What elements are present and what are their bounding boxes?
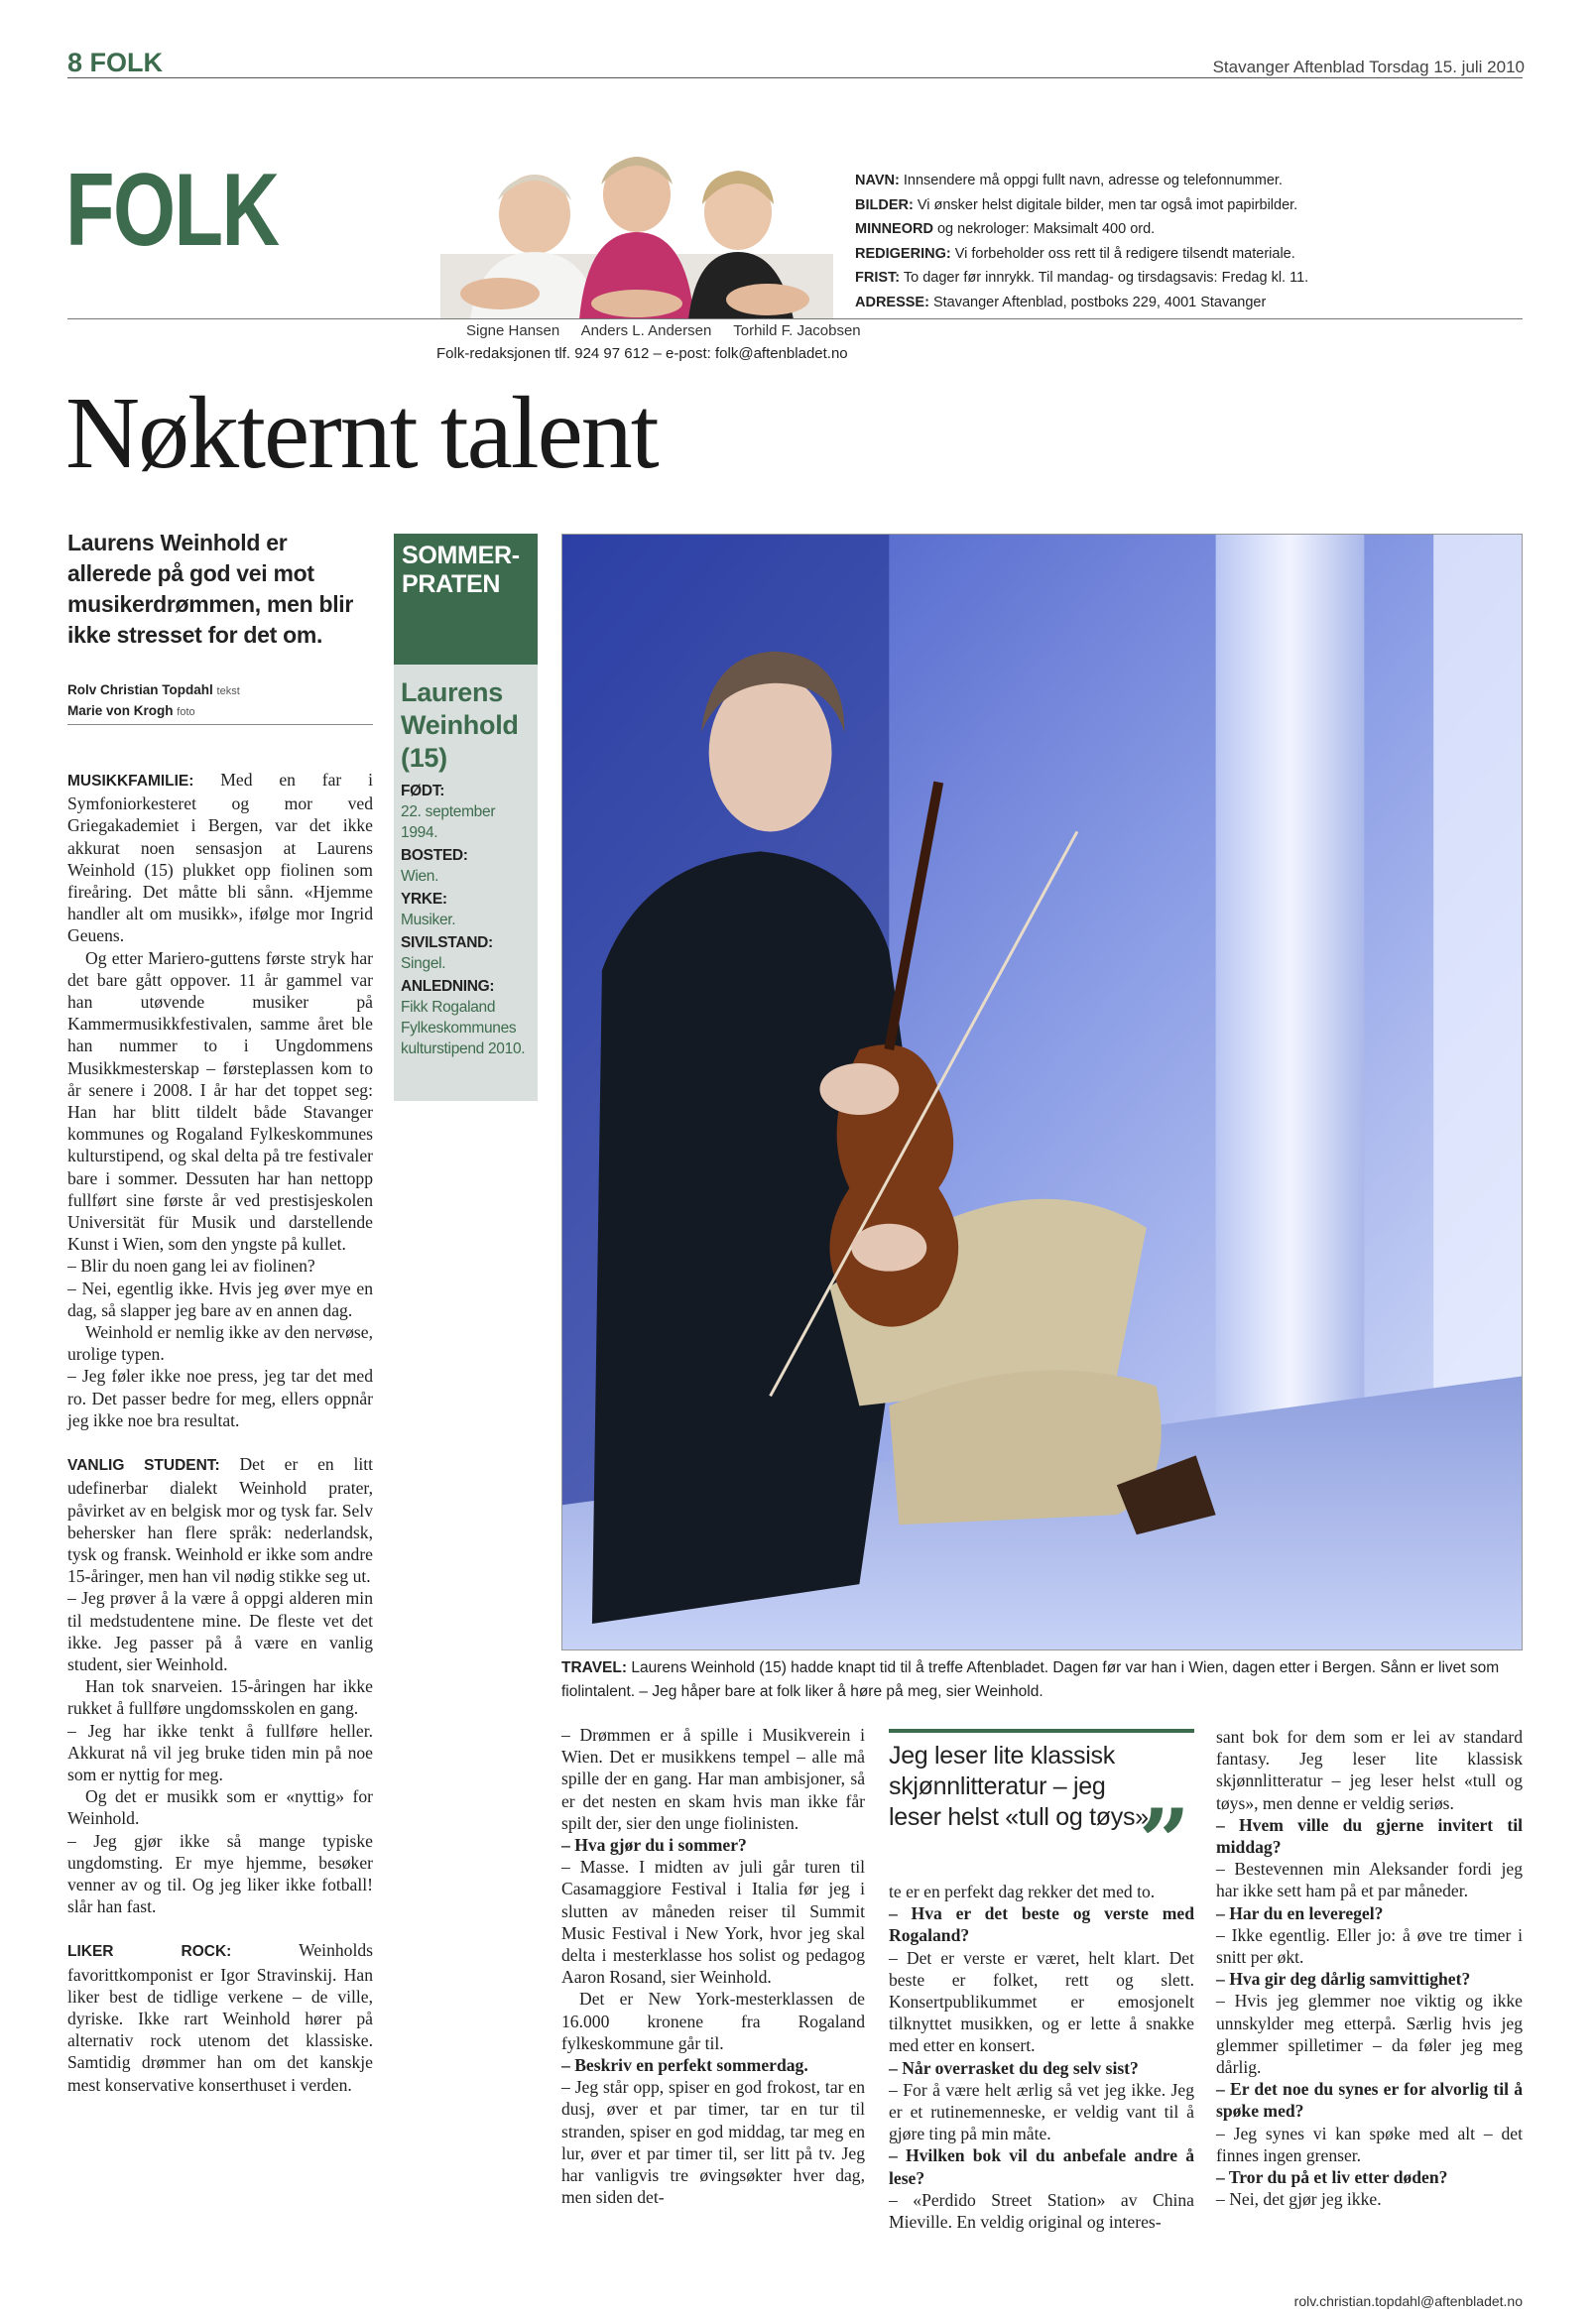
info-line: FRIST: To dager før innrykk. Til mandag- og tirsdagsavis: Fredag kl. 11. [855,270,1309,286]
section-rule [67,318,1523,319]
header-rule [67,77,1523,78]
article-headline: Nøkternt talent [65,376,658,490]
main-photo [561,534,1523,1650]
byline: Rolv Christian Topdahl tekst Marie von Krogh foto [67,682,240,718]
masthead: Stavanger Aftenblad Torsdag 15. juli 2010 [1212,58,1525,76]
section-logo: FOLK [65,153,279,268]
info-line: ADRESSE: Stavanger Aftenblad, postboks 229, 4001 Stavanger [855,294,1267,310]
staff-name: Torhild F. Jacobsen [733,322,861,339]
info-line: NAVN: Innsendere må oppgi fullt navn, adresse og telefonnummer. [855,173,1283,188]
author-email: rolv.christian.topdahl@aftenbladet.no [1293,2293,1523,2309]
photo-caption: TRAVEL: Laurens Weinhold (15) hadde knapt tid til å treffe Aftenbladet. Dagen før var han i Wien, dagen etter i Bergen. Sånn er livet som fiolintalent. – Jeg håper bare at folk liker å høre på meg, sier Weinhold. [561,1659,1500,1700]
staff-name: Signe Hansen [466,322,560,339]
page-label: 8 FOLK [67,48,164,77]
article-column-4: te er en perfekt dag rekker det med to. – Hva er det beste og verste med Rogaland? – Det er verste er været, helt klart. Det beste er folket, rett og slett. Konsertpublikummet er emosjonelt tilknyttet musikken, og er lette å snakke med etter en konsert. – Når overrasket du deg selv sist? – For å være helt ærlig så vet jeg ikke. Jeg er et rutinemenneske, er veldig vant til å gjøre ting på min måte. – Hvilken bok vil du anbefale andre å lese? – «Perdido Street Station» av China Mieville. En veldig original og interes- [889,1882,1194,2233]
pullquote-rule [889,1729,1194,1733]
info-line: MINNEORD og nekrologer: Maksimalt 400 ord. [855,221,1156,237]
pull-quote: Jeg leser lite klassisk skjønnlitteratur – jeg leser helst «tull og tøys» [889,1742,1149,1831]
staff-name: Anders L. Andersen [580,322,712,339]
article-column-3: – Drømmen er å spille i Musikverein i Wien. Det er musikkens tempel – alle må spille der en gang. Har man ambisjoner, så er det nesten en skam hvis man ikke får spilt der, sier den unge fiolinisten. – Hva gjør du i sommer? – Masse. I midten av juli går turen til Casamaggiore Festival i Italia før jeg i slutten av måneden reiser til Summit Music Festival i New York, hvor jeg skal delta i mesterklasse hos solist og pedagog Aaron Rosand, sier Weinhold. Det er New York-mesterklassen de 16.000 kronene fra Rogaland fylkeskommune går til. – Beskriv en perfekt sommerdag. – Jeg står opp, spiser en god frokost, tar en dusj, øver et par timer, tar en tur til stranden, spiser en god middag, tar meg en lur, øver et par timer til, ser litt på tv. Jeg har vanligvis tre øvingsøkter hver dag, men siden det- [561,1725,865,2208]
info-line: REDIGERING: Vi forbeholder oss rett til å redigere tilsendt materiale. [855,245,1295,262]
sidebar-kicker: SOMMER-PRATEN [394,534,538,665]
submission-info [855,169,1308,314]
quote-mark-icon: ” [1139,1789,1190,1894]
article-column-5: sant bok for dem som er lei av standard fantasy. Jeg leser lite klassisk skjønnlitteratur – jeg leser helst «tull og tøys», men denne er veldig seriøs. – Hvem ville du gjerne invitert til middag? – Bestevennen min Aleksander fordi jeg har ikke sett ham på et par måneder. – Har du en leveregel? – Ikke egentlig. Eller jo: å øve tre timer i snitt per økt. – Hva gir deg dårlig samvittighet? – Hvis jeg glemmer noe viktig og ikke unnskylder meg etterpå. Særlig hvis jeg glemmer spilletimer – da føler jeg meg dårlig. – Er det noe du synes er for alvorlig til å spøke med? – Jeg synes vi kan spøke med alt – det finnes ingen grenser. – Tror du på et liv etter døden? – Nei, det gjør jeg ikke. [1216,1727,1523,2210]
info-line: BILDER: Vi ønsker helst digitale bilder, men tar også imot papirbilder. [855,196,1298,213]
article-intro: Laurens Weinhold er allerede på god vei mot musikerdrømmen, men blir ikke stresset for det om. [67,530,354,648]
staff-names [466,322,879,339]
staff-photo [440,135,833,319]
fact-box-name: Laurens Weinhold (15) [401,677,519,773]
byline-rule [67,724,373,725]
fact-box: Laurens Weinhold (15) FØDT: 22. september 1994. BOSTED: Wien. YRKE: Musiker. SIVILSTAND: Singel. ANLEDNING: Fikk Rogaland Fylkeskommunes kulturstipend 2010. [394,665,538,1101]
staff-contact: Folk-redaksjonen tlf. 924 97 612 – e-post: folk@aftenbladet.no [436,345,848,362]
article-column-1: MUSIKKFAMILIE: Med en far i Symfoniorkesteret og mor ved Griegakademiet i Bergen, var det ikke akkurat noen sensasjon at Laurens Weinhold (15) plukket opp fiolinen som fireåring. Det måtte bli sånn. «Hjemme handler alt om musikk», ifølge mor Ingrid Geuens. Og etter Mariero-guttens første stryk har det bare gått oppover. 11 år gammel var han utøvende musiker på Kammermusikkfestivalen, samme året ble han nummer to i Ungdommens Musikkmesterskap – førsteplassen kom to år senere i 2008. I år har det toppet seg: Han har blitt tildelt både Stavanger kommunes og Rogaland Fylkeskommunes kulturstipend, og skal delta på tre festivaler bare i sommer. Dessuten har han nettopp fullført sine første år ved prestisjeskolen Universität für Musik und darstellende Kunst i Wien, som den yngste på kullet. – Blir du noen gang lei av fiolinen? – Nei, egentlig ikke. Hvis jeg øver mye en dag, så slapper jeg bare av en annen dag. Weinhold er nemlig ikke av den nervøse, urolige typen. – Jeg føler ikke noe press, jeg tar det med ro. Det passer bedre for meg, ellers oppnår jeg ikke noe bra resultat. VANLIG STUDENT: Det er en litt udefinerbar dialekt Weinhold prater, påvirket av en belgisk mor og tysk far. Selv behersker han flere språk: nederlandsk, tysk og fransk. Weinhold er ikke som andre 15-åringer, men han vil nødig stikke seg ut. – Jeg prøver å la være å oppgi alderen min til medstudentene mine. De fleste vet det ikke. Jeg passer på å være en vanlig student, sier Weinhold. Han tok snarveien. 15-åringen har ikke rukket å fullføre ungdomsskolen en gang. – Jeg har ikke tenkt å fullføre heller. Akkurat nå vil jeg bruke tiden min på noe som er nyttig for meg. Og det er musikk som er «nyttig» for Weinhold. – Jeg gjør ikke så mange typiske ungdomsting. Er mye hjemme, besøker venner av og til. Og jeg liker ikke fotball! slår han fast. LIKER ROCK: Weinholds favorittkomponist er Igor Stravinskij. Han liker best de tidlige verkene – de ville, dyriske. Ikke rart Weinhold hører på alternativ rock utenom det klassiske. Samtidig drømmer han om det kanskje mest konservative konserthuset i verden. [67,770,373,2095]
